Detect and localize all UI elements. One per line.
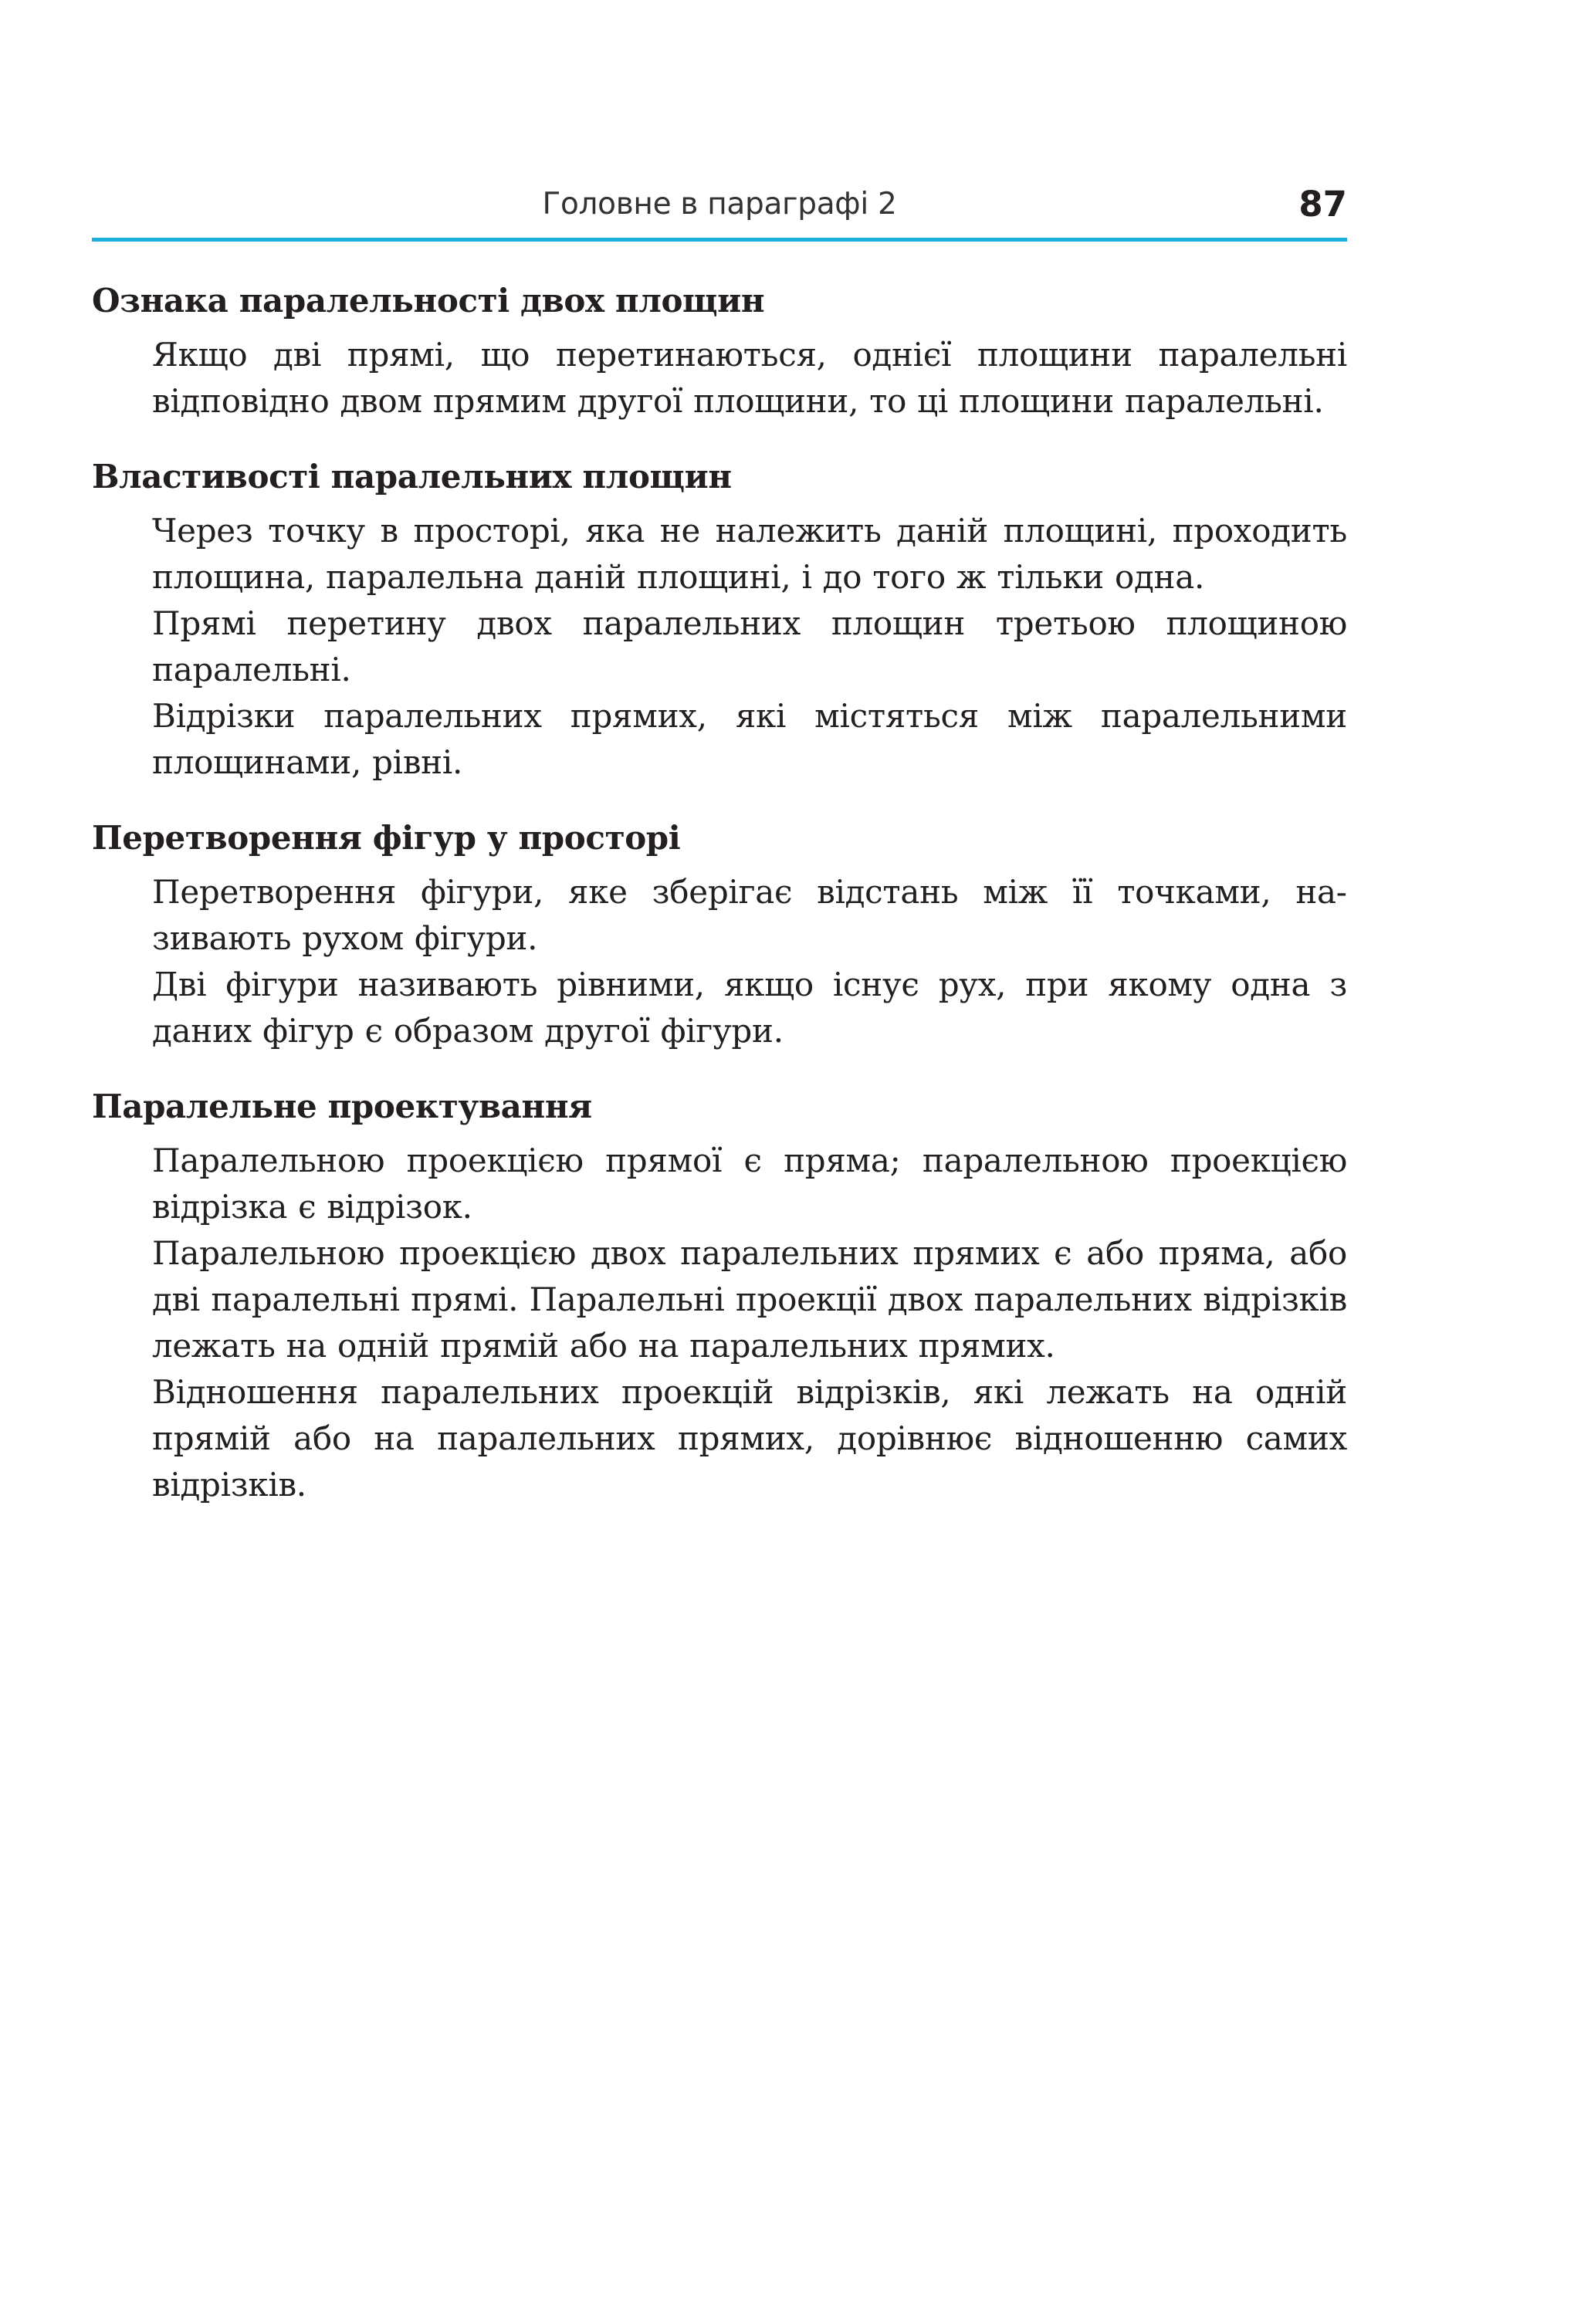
paragraph: Через точку в просторі, яка не належить даній площині, проходить площина, паралельна даній площині, і до того ж тільки одна. — [152, 512, 1347, 596]
paragraph: Паралельною проекцією прямої є пряма; паралельною проекцією відрізка є відрізок. — [152, 1142, 1347, 1226]
paragraph: Відношення паралельних проекцій відрізків, які лежать на одній прямій або на паралельних прямих, дорівнює відношенню самих відрізків. — [152, 1373, 1347, 1504]
section-parallel-planes-properties — [92, 454, 1347, 786]
section-title: Перетворення фігур у просторі — [92, 819, 681, 857]
header-rule — [92, 238, 1347, 242]
section-title: Властивості паралельних площин — [92, 458, 732, 496]
section-parallel-planes-criterion — [92, 278, 1347, 425]
paragraph: Відрізки паралельних прямих, які містяться між паралельними площинами, рівні. — [152, 697, 1347, 781]
paragraph: Якщо дві прямі, що перетинаються, однієї площини паралельні відповідно двом прямим другої площини, то ці площини паралельні. — [152, 336, 1347, 420]
section-parallel-projection — [92, 1084, 1347, 1508]
paragraph: Перетворення фігури, яке зберігає відстань між її точками, називають рухом фігури. — [152, 873, 1347, 957]
section-figure-transformations — [92, 815, 1347, 1054]
paragraph: Паралельною проекцією двох паралельних прямих є або пряма, або дві паралельні прямі. Паралельні проекції двох паралельних відрізків лежать на одній прямій або на паралельних прямих. — [152, 1234, 1347, 1365]
running-title: Головне в параграфі 2 — [542, 187, 897, 222]
section-title: Паралельне проектування — [92, 1088, 592, 1125]
page-header — [92, 179, 1347, 242]
page-content — [92, 278, 1347, 1537]
paragraph: Прямі перетину двох паралельних площин третьою площиною паралельні. — [152, 604, 1347, 688]
section-title: Ознака паралельності двох площин — [92, 282, 765, 320]
page-number: 87 — [1298, 184, 1347, 225]
paragraph: Дві фігури називають рівними, якщо існує рух, при якому одна з даних фігур є образом другої фігури. — [152, 966, 1347, 1050]
